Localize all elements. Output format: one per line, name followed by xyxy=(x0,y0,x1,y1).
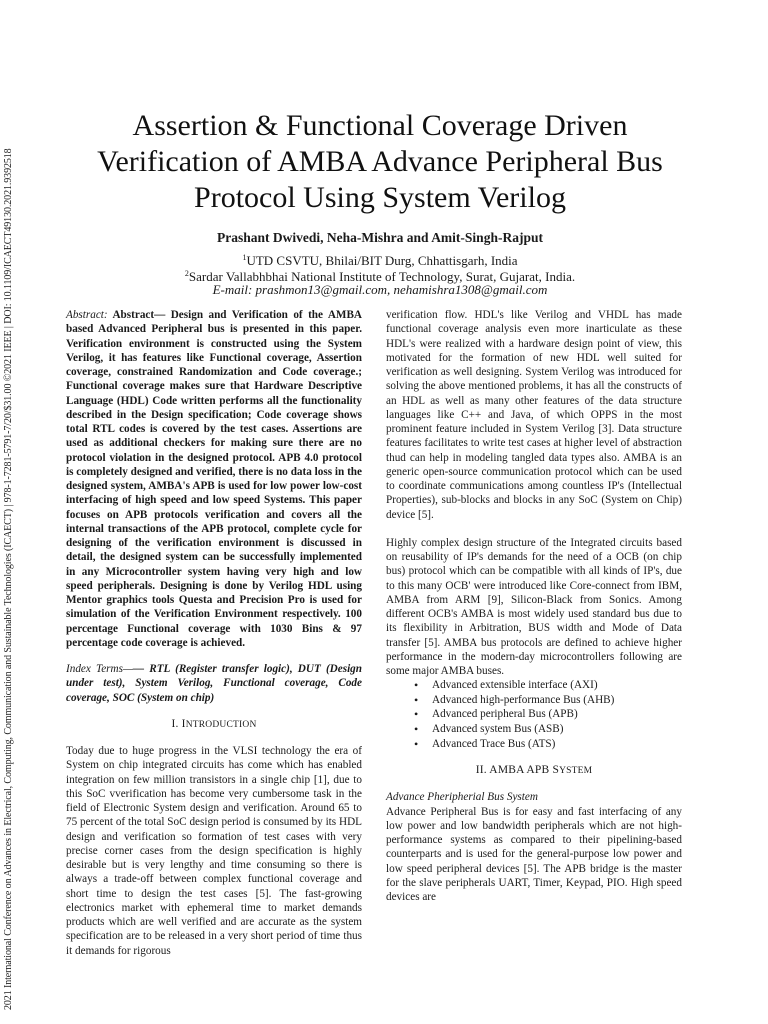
title-line-2: Verification of AMBA Advance Peripheral Bus xyxy=(97,145,663,178)
section-2-number: II. AMBA APB S xyxy=(475,764,560,777)
abstract xyxy=(66,308,362,650)
side-margin-strip xyxy=(0,0,26,1024)
right-paragraph-1: verification flow. HDL's like Verilog and VHDL has made functional coverage analysis even more inarticulate as these HDL's were realized with a hardware design point of view, this motivated for the formation of new HDL well suited for verification as well designing. System Verilog was introduced for solving the above mentioned problems, it has all the constructs of an HDL as well as many other features of the data structure languages like C++ and Java, of which OPPS in the most prominent feature included in System Verilog [3]. Data structure features facilitates to write test cases at higher level of abstraction thud can help in modeling tangled data types also. AMBA is an generic open-source communication protocol which can be used to coordinate communications among countless IP's (Intellectual Properties), sub-blocks and blocks in any SoC (System on Chip) device [5]. xyxy=(386,309,682,521)
section-heading-introduction xyxy=(66,717,362,732)
abstract-text: Abstract— Design and Verification of the AMBA based Advanced Peripheral bus is presented in this paper. Verification environment is constructed using the System Verilog, it has features like Functional coverage, Assertion coverage, constrained Randomization and Code coverage.; Functional coverage makes sure that Hardware Descriptive Language (HDL) Code written performs all the functionality described in the Design specification; Code coverage shows total RTL codes is covered by the test cases. Assertions are used as additional checkers for making sure there are no protocol violation in the designed protocol. APB 4.0 protocol is completely designed and verified, there is no data loss in the designed system, AMBA's APB is used for low power low-cost interfacing of high speed and low speed Systems. This paper focuses on APB protocols verification and covers all the internal transactions of the APB protocol, complete cycle for designing of the verification environment is discussed in detail, the designed system can be successfully implemented in any Microcontroller system having very high and low speed peripherals. Designing is done by Verilog HDL using Mentor graphics tools Questa and Precision Pro is used for simulation of the Verification Environment respectively. 100 percentage Functional coverage with 1030 Bins & 97 percentage code coverage is achieved. xyxy=(66,309,362,649)
abstract-label: Abstract: xyxy=(66,309,108,321)
author-email: E-mail: prashmon13@gmail.com, nehamishra1308@gmail.com xyxy=(212,282,548,297)
index-terms-label: Index Terms— xyxy=(66,663,133,675)
conference-citation-note: 2021 International Conference on Advances in Electrical, Computing, Communication and Sustainable Technologies (ICAECT) | 978-1-7281-5791-7/20/$31.00 ©2021 IEEE | DOI: 10.1109/ICAECT49130.2021.9392518 xyxy=(3,148,14,1010)
affiliation-1-text: UTD CSVTU, Bhilai/BIT Durg, Chhattisgarh, India xyxy=(246,253,518,268)
author-list: Prashant Dwivedi, Neha-Mishra and Amit-Singh-Rajput xyxy=(217,230,543,245)
introduction-paragraph: Today due to huge progress in the VLSI technology the era of System on chip integrated circuits has come which has enabled integration on few million transistors in a single chip [1], due to this SoC vverification has become very cumbersome task in the field of Electronic System design and verification. Around 65 to 75 percent of the total SoC design period is consumed by its HDL design and verification so formation of test cases with very precise corner cases from the design specification is highly desirable but is very lengthy and time consuming so there is always a trade-off between complex functional coverage and short time to design the test cases [5]. The fast-growing electronics market with ephemeral time to market demands products which are well verified and are accurate as the system specification are to be released in a very short period of time thus it demands for rigorous xyxy=(66,745,362,957)
section-1-title: NTRODUCTION xyxy=(185,719,257,730)
affiliation-2-marker: 2 xyxy=(184,269,189,278)
index-terms xyxy=(66,662,362,705)
list-item: • Advanced high-performance Bus (AHB) xyxy=(386,693,682,708)
left-column xyxy=(66,308,362,958)
list-item: • Advanced peripheral Bus (APB) xyxy=(386,707,682,722)
list-item: • Advanced system Bus (ASB) xyxy=(386,722,682,737)
affiliation-1-marker: 1 xyxy=(242,253,247,262)
affiliation-2-text: Sardar Vallabhbhai National Institute of Technology, Surat, Gujarat, India. xyxy=(188,269,576,284)
list-item: • Advanced Trace Bus (ATS) xyxy=(386,737,682,752)
right-paragraph-3: Advance Peripheral Bus is for easy and fast interfacing of any low power and low bandwidth peripherals which are not high-performance systems as compared to their pipelining-based counterparts and is used for the general-purpose low power and low speed peripheral devices [5]. The APB bridge is the master for the slave peripherals UART, Timer, Keypad, PIO. High speed devices are xyxy=(386,805,682,904)
right-paragraph-2: Highly complex design structure of the Integrated circuits based on reusability of IP's demands for the need of a OCB (on chip bus) protocol which can be compatible with all kinds of IP's, due to this many OCB' were introduced like Core-connect from IBM, AMBA from ARM [9], Silicon-Black from Sonics. Among different OCB's AMBA is most widely used standard bus due to its flexibility in Arbitration, BUS width and Mode of Data transfer [5]. AMBA bus protocols are defined to achieve higher performance in the modern-day microcontrollers following are some major AMBA buses. xyxy=(386,536,682,677)
index-terms-text: — RTL (Register transfer logic), DUT (Design under test), System Verilog, Functional coverage, Code coverage, SOC (System on chip) xyxy=(66,663,362,704)
section-heading-amba-apb xyxy=(386,763,682,778)
title-line-3: Protocol Using System Verilog xyxy=(194,181,566,214)
amba-bus-list xyxy=(386,678,682,751)
right-column xyxy=(386,308,682,904)
list-item: • Advanced extensible interface (AXI) xyxy=(386,678,682,693)
title-line-1: Assertion & Functional Coverage Driven xyxy=(132,109,628,142)
subsection-heading: Advance Pheripherial Bus System xyxy=(386,791,538,804)
section-1-number: I. I xyxy=(171,717,186,730)
section-2-title: YSTEM xyxy=(559,766,593,777)
paper-title xyxy=(60,108,700,216)
